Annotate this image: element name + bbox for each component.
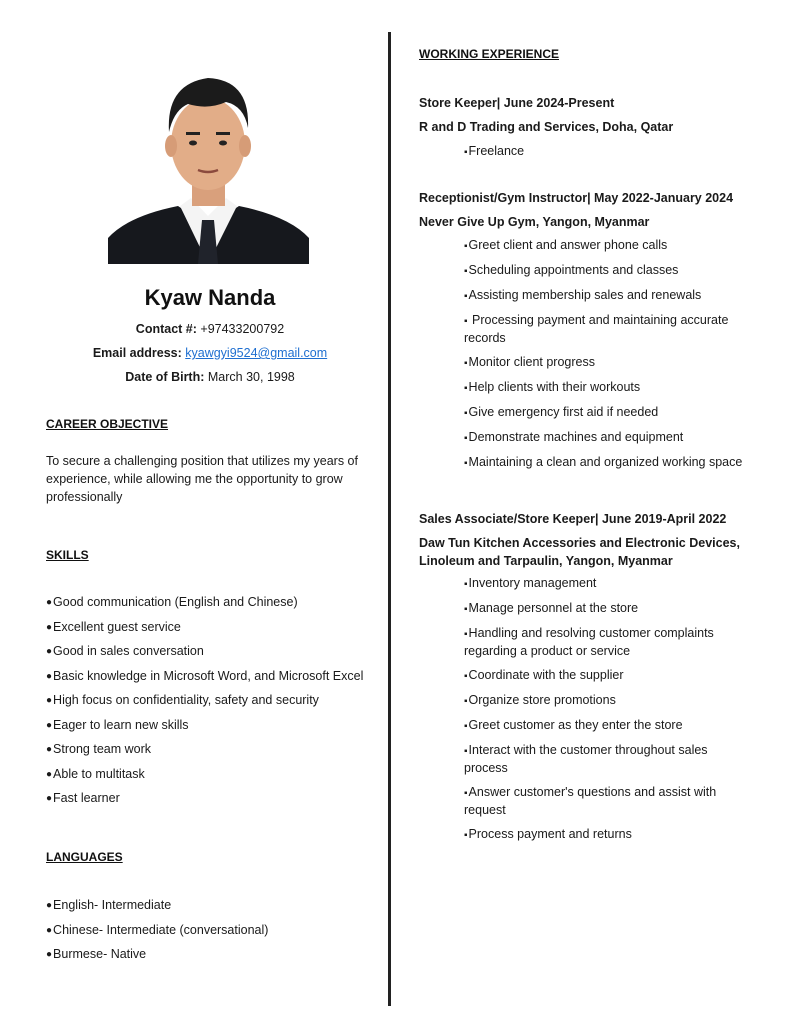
candidate-name: Kyaw Nanda: [144, 285, 276, 310]
list-item: ● Basic knowledge in Microsoft Word, and Microsoft Excel: [46, 668, 376, 686]
email-line: [0, 346, 420, 360]
list-item: ▪ Maintaining a clean and organized working space: [464, 454, 754, 472]
column-divider: [388, 32, 391, 1006]
dob-value: March 30, 1998: [207, 370, 295, 384]
job-title: Receptionist/Gym Instructor| May 2022-January 2024: [419, 191, 734, 205]
job-company: R and D Trading and Services, Doha, Qatar: [419, 120, 674, 134]
profile-photo: [108, 66, 309, 264]
contact-line: [0, 322, 420, 336]
list-item: ▪ Manage personnel at the store: [464, 600, 754, 618]
list-item: ● Good communication (English and Chinese): [46, 594, 376, 612]
list-item: ▪ Help clients with their workouts: [464, 379, 754, 397]
profile-photo-illustration: [108, 66, 309, 264]
list-item: ▪ Give emergency first aid if needed: [464, 404, 754, 422]
skills-list: [46, 594, 376, 815]
career-objective-text: To secure a challenging position that utilizes my years of experience, while allowing me the opportunity to grow professionally: [46, 454, 358, 504]
list-item: ● Good in sales conversation: [46, 643, 376, 661]
list-item: ● Excellent guest service: [46, 619, 376, 637]
list-item: ● Eager to learn new skills: [46, 717, 376, 735]
list-item: ● English- Intermediate: [46, 897, 376, 915]
email-label: Email address:: [92, 346, 182, 360]
list-item: ● Chinese- Intermediate (conversational): [46, 922, 376, 940]
list-item: ● Strong team work: [46, 741, 376, 759]
job-duties: [464, 143, 754, 168]
email-link[interactable]: kyawgyi9524@gmail.com: [185, 346, 328, 360]
languages-list: [46, 897, 376, 971]
skills-heading: SKILLS: [46, 548, 89, 562]
list-item: ▪ Demonstrate machines and equipment: [464, 429, 754, 447]
list-item: ▪ Organize store promotions: [464, 692, 754, 710]
job-duties: [464, 575, 754, 851]
list-item: ▪ Answer customer's questions and assist with request: [464, 784, 754, 819]
job-title: Store Keeper| June 2024-Present: [419, 96, 615, 110]
list-item: ▪ Coordinate with the supplier: [464, 667, 754, 685]
list-item: ▪ Processing payment and maintaining accurate records: [464, 312, 754, 347]
contact-label: Contact #:: [135, 322, 197, 336]
job-company: Never Give Up Gym, Yangon, Myanmar: [419, 215, 650, 229]
list-item: ● Fast learner: [46, 790, 376, 808]
list-item: ▪ Inventory management: [464, 575, 754, 593]
list-item: ▪ Freelance: [464, 143, 754, 161]
working-experience-heading: WORKING EXPERIENCE: [419, 47, 560, 61]
list-item: ▪ Process payment and returns: [464, 826, 754, 844]
list-item: ▪ Interact with the customer throughout sales process: [464, 742, 754, 777]
list-item: ● High focus on confidentiality, safety and security: [46, 692, 376, 710]
job-company: Daw Tun Kitchen Accessories and Electronic Devices, Linoleum and Tarpaulin, Yangon, Myanmar: [419, 536, 740, 568]
list-item: ● Burmese- Native: [46, 946, 376, 964]
list-item: ▪ Monitor client progress: [464, 354, 754, 372]
list-item: ▪ Assisting membership sales and renewals: [464, 287, 754, 305]
job-duties: [464, 237, 754, 479]
list-item: ● Able to multitask: [46, 766, 376, 784]
career-objective-heading: CAREER OBJECTIVE: [46, 417, 169, 431]
dob-label: Date of Birth:: [125, 370, 205, 384]
list-item: ▪ Greet customer as they enter the store: [464, 717, 754, 735]
languages-heading: LANGUAGES: [46, 850, 123, 864]
contact-value: +97433200792: [200, 322, 285, 336]
list-item: ▪ Scheduling appointments and classes: [464, 262, 754, 280]
list-item: ▪ Greet client and answer phone calls: [464, 237, 754, 255]
job-title: Sales Associate/Store Keeper| June 2019-April 2022: [419, 512, 727, 526]
list-item: ▪ Handling and resolving customer complaints regarding a product or service: [464, 625, 754, 660]
dob-line: [0, 370, 420, 384]
